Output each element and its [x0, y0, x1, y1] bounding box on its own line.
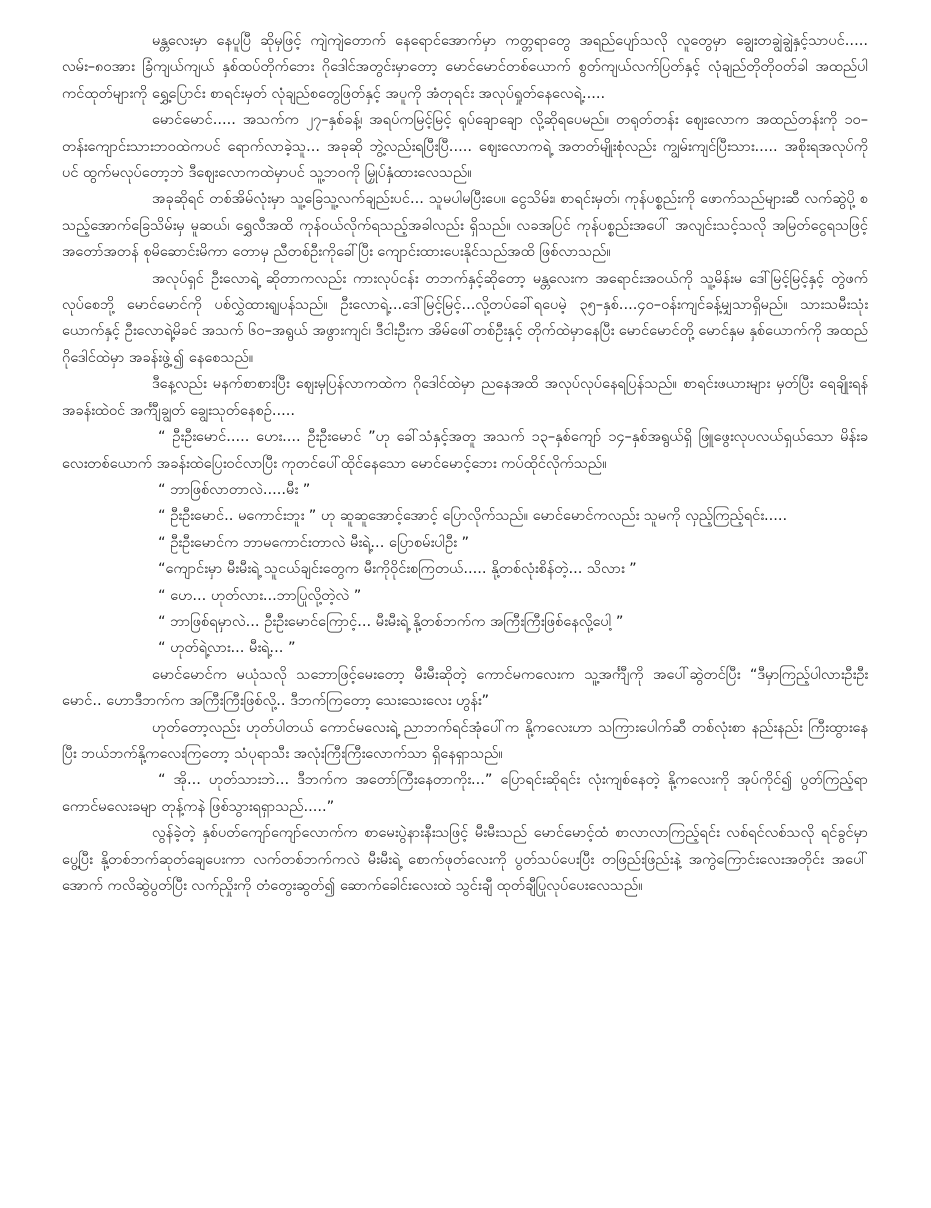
- dialogue-line: “ကျောင်းမှာ မီးမီးရဲ့ သူငယ်ချင်းတွေက မီးကိုဝိုင်းစကြတယ်..... နို့တစ်လုံးစိန်တဲ့... သိလား ”: [158, 560, 637, 578]
- dialogue-line: “ ဘာဖြစ်ရမှာလဲ... ဦးဦးမောင်ကြောင့်... မီးမီးရဲ့ နို့တစ်ဘက်က အကြီးကြီးဖြစ်နေလို့ပေါ့ ”: [158, 612, 624, 630]
- paragraph: မောင်မောင်..... အသက်က ၂၇–နှစ်ခန့်၊ အရပ်ကမြင့်မြင့် ရုပ်ချောချော လို့ဆိုရပေမည်။ တရုတ်တန်း ဈေးလောက အထည်တန်းကို ၁၀–တန်းကျောင်းသားဘဝထဲကပင် ရောက်လာခဲ့သူ... အခုဆို ဘွဲ့လည်းရပြီးပြီ..... ဈေးလောကရဲ့ အတတ်မျိုးစုံလည်း ကျွမ်းကျင်ပြီးသား..... အစိုးရအလုပ်ကိုပင် ထွက်မလုပ်တော့ဘဲ ဒီဈေးလောကထဲမှာပင် သူ့ဘဝကို မြှုပ်နှံထားလေသည်။: [62, 111, 868, 182]
- paragraph: ဒီနေ့လည်း မနက်စာစားပြီး ဈေးမှပြန်လာကထဲက ဂိုဒေါင်ထဲမှာ ညနေအထိ အလုပ်လုပ်နေရပြန်သည်။ စာရင်းဖယားများ မှတ်ပြီး ရေချိုးရန် အခန်းထဲဝင် အင်္ကျီချွတ် ချွေးသုတ်နေစဉ်.....: [62, 375, 868, 419]
- dialogue-line: “ ဦးဦးမောင်က ဘာမကောင်းတာလဲ မီးရဲ့... ပြောစမ်းပါဦး ”: [158, 533, 470, 551]
- dialogue-paragraph: “ အို... ဟုတ်သားဘဲ... ဒီဘက်က အတော်ကြီးနေတာကိုး...” ပြောရင်းဆိုရင်း လုံးကျစ်နေတဲ့ နို့ကလေးကို အုပ်ကိုင်၍ ပွတ်ကြည့်ရာ ကောင်မလေးခမျာ တုန့်ကနဲ ဖြစ်သွားရရှာသည်.....”: [62, 771, 868, 815]
- dialogue-line: “ ဟေ... ဟုတ်လား...ဘာပြုလို့တဲ့လဲ ”: [158, 586, 362, 604]
- dialogue-line: “ ဟုတ်ရဲ့လား... မီးရဲ့... ”: [158, 639, 296, 657]
- paragraph: မောင်မောင်က မယုံသလို သဘောဖြင့်မေးတော့ မီးမီးဆိုတဲ့ ကောင်မကလေးက သူ့အင်္ကျီကို အပေါ်ဆွဲတင်ပြီး “ဒီမှာကြည့်ပါလားဦးဦးမောင်.. ဟောဒီဘက်က အကြီးကြီးဖြစ်လို့.. ဒီဘက်ကြတော့ သေးသေးလေး ဟွန်း”: [62, 665, 868, 710]
- dialogue-paragraph: “ ဦးဦးမောင်..... ဟေး.... ဦးဦးမောင် ”ဟု ခေါ်သံနှင့်အတူ အသက် ၁၃–နှစ်ကျော် ၁၄–နှစ်အရွယ်ရှိ ဖြူဖွေးလုပလယ်ရှယ်သော မိန်းခလေးတစ်ယောက် အခန်းထဲပြေးဝင်လာပြီး ကုတင်ပေါ်ထိုင်နေသော မောင်မောင့်ဘေး ကပ်ထိုင်လိုက်သည်။: [62, 428, 868, 472]
- paragraph: မန္တလေးမှာ နေပူပြီ ဆိုမှဖြင့် ကျဲကျဲတောက် နေရောင်အောက်မှာ ကတ္တရာတွေ အရည်ပျော်သလို လူတွေမှာ ချွေးတချွဲချွဲနှင့်သာပင်..... လမ်း–၈၀အား ခြံကျယ်ကျယ် နှစ်ထပ်တိုက်ဘေး ဂိုဒေါင်အတွင်းမှာတော့ မောင်မောင်တစ်ယောက် စွတ်ကျယ်လက်ပြတ်နှင့် လုံချည်တိုတိုဝတ်ခါ အထည်ပါကင်ထုတ်များကို ရွှေ့ပြောင်း စာရင်းမှတ် လုံချည်စတွေဖြတ်နှင့် အပူကို အံတုရင်း အလုပ်ရှုတ်နေလေရဲ့.....: [62, 32, 868, 102]
- paragraph: ဟုတ်တော့လည်း ဟုတ်ပါတယ် ကောင်မလေးရဲ့ ညာဘက်ရင်အုံပေါ်က နို့ကလေးဟာ သကြားပေါက်ဆီ တစ်လုံးစာ နည်းနည်း ကြီးထွားနေပြီး ဘယ်ဘက်နို့ကလေးကြတော့ သံပုရာသီး အလုံးကြီးကြီးလောက်သာ ရှိနေရှာသည်။: [62, 718, 868, 762]
- paragraph: လွန်ခဲ့တဲ့ နှစ်ပတ်ကျော်ကျော်လောက်က စာမေးပွဲနားနီးသဖြင့် မီးမီးသည် မောင်မောင့်ထံ စာလာလာကြည့်ရင်း လစ်ရင်လစ်သလို ရင်ခွင်မှာပွေ့ပြီး နို့တစ်ဘက်ဆုတ်ချေပေးကာ လက်တစ်ဘက်ကလဲ မီးမီးရဲ့ စောက်ဖုတ်လေးကို ပွတ်သပ်ပေးပြီး တဖြည်းဖြည်းနဲ့ အကွဲကြောင်းလေးအတိုင်း အပေါ်အောက် ကလိဆွဲပွတ်ပြီး လက်ညှိုးကို တံတွေးဆွတ်၍ ဆောက်ခေါင်းလေးထဲ သွင်းချီ ထုတ်ချီပြုလုပ်ပေးလေသည်။: [62, 824, 868, 894]
- paragraph: အလုပ်ရှင် ဦးလောရဲ့ ဆိုတာကလည်း ကားလုပ်ငန်း တဘက်နှင့်ဆိုတော့ မန္တလေးက အရောင်းအဝယ်ကို သူ့မိန်းမ ဒေါ်မြင့်မြင့်နှင့် တွဲဖက်လုပ်စေဘို့ မောင်မောင်ကို ပစ်လွှဲထားရျပန်သည်။ ဦးလောရဲ့...ဒေါ်မြင့်မြင့်...လို့တပ်ခေါ်ရပေမဲ့ ၃၅–နှစ်....၄၀–ဝန်းကျင်ခန့်မျှသာရှိမည်။ သားသမီးသုံးယောက်နှင့် ဦးလောရဲ့မိခင် အသက် ၆၀–အရွယ် အဖွားကျင်၊ ဒီငါးဦးက အိမ်ဖေါ်တစ်ဦးနှင့် တိုက်ထဲမှာနေပြီး မောင်မောင်တို့ မောင်နှမ နှစ်ယောက်ကို အထည်ဂိုဒေါင်ထဲမှာ အခန်းဖွဲ့၍ နေစေသည်။: [62, 269, 868, 366]
- paragraph: အခုဆိုရင် တစ်အိမ်လုံးမှာ သူ့ခြေသူ့လက်ချည်းပင်... သူမပါမပြီးပေ။ ငွေသိမ်း၊ စာရင်းမှတ်၊ ကုန်ပစ္စည်းကို ဖောက်သည်များဆီ လက်ဆွဲပို့ စသည့်အောက်ခြေသိမ်းမှ မူဆယ်၊ ရွှေလီအထိ ကုန်ဝယ်လိုက်ရသည့်အခါလည်း ရှိသည်။ လခအပြင် ကုန်ပစ္စည်းအပေါ် အလျင်းသင့်သလို အမြတ်ငွေရသဖြင့် အတော်အတန် စုမိဆောင်းမိကာ တောမှ ညီတစ်ဦးကိုခေါ်ပြီး ကျောင်းထားပေးနိုင်သည်အထိ ဖြစ်လာသည်။: [62, 190, 868, 261]
- dialogue-line: “ ဘာဖြစ်လာတာလဲ.....မီး ”: [158, 480, 311, 498]
- document-body: [62, 28, 868, 899]
- dialogue-paragraph: “ ဦးဦးမောင်.. မကောင်းဘူး ” ဟု ဆူဆူအောင့်အောင့် ပြောလိုက်သည်။ မောင်မောင်ကလည်း သူမကို လှည့်ကြည့်ရင်း.....: [158, 507, 788, 525]
